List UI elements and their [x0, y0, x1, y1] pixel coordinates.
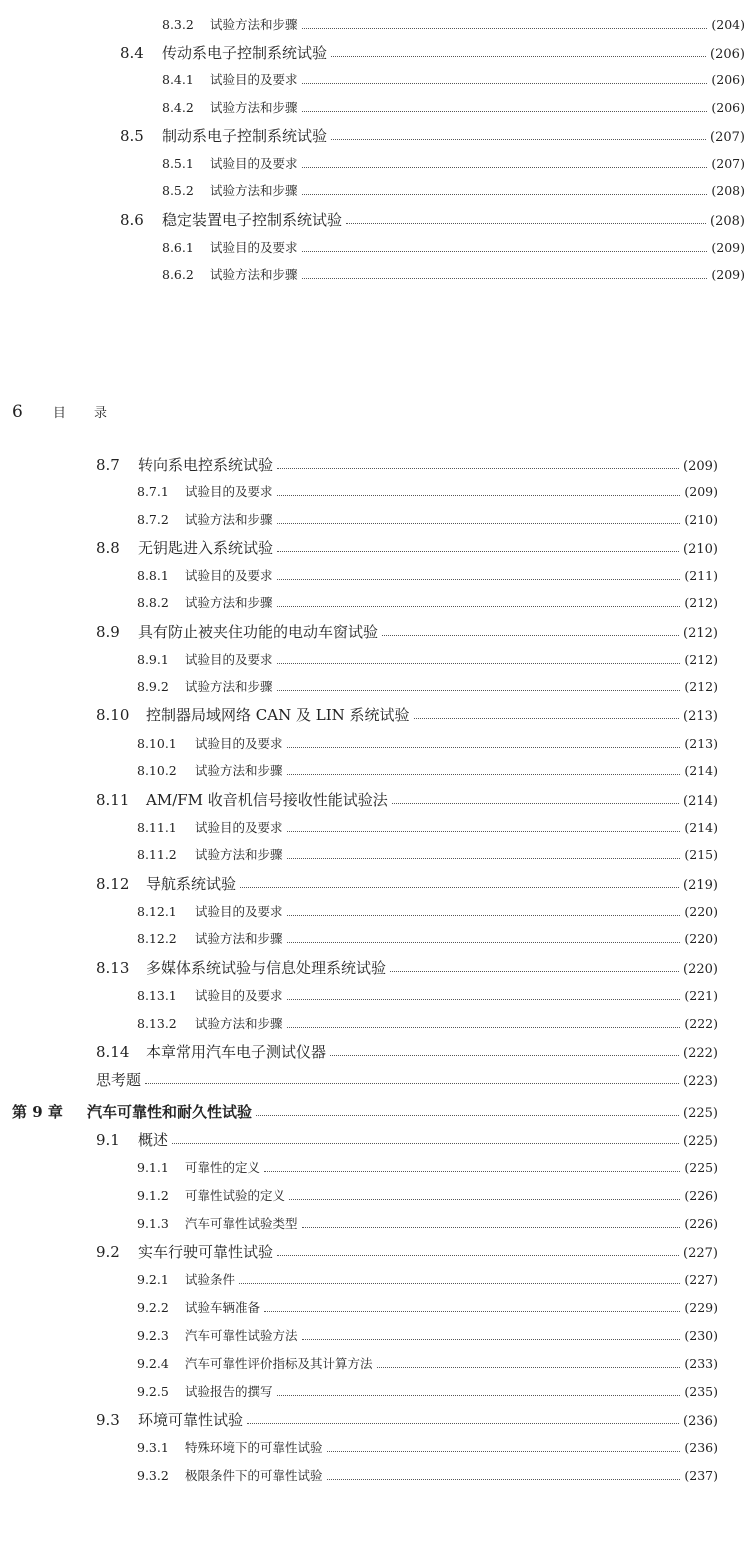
entry-title: 汽车可靠性评价指标及其计算方法 [185, 1356, 373, 1371]
section-entry[interactable] [96, 1409, 718, 1431]
entry-number: 9.2.2 [137, 1300, 169, 1315]
entry-title: 无钥匙进入系统试验 [138, 539, 274, 557]
entry-page-number: (206) [710, 47, 745, 62]
section-entry[interactable] [96, 621, 718, 643]
dot-leader [256, 1115, 679, 1116]
dot-leader [240, 887, 679, 888]
dot-leader [247, 1423, 679, 1424]
entry-page-number: (209) [711, 267, 745, 282]
entry-page-number: (236) [684, 1440, 718, 1455]
subsection-entry[interactable] [137, 1353, 718, 1375]
entry-number: 8.4.1 [162, 72, 194, 87]
entry-number: 8.12.2 [137, 931, 177, 946]
entry-title: 试验方法和步骤 [210, 183, 298, 198]
dot-leader [302, 167, 708, 168]
entry-number: 8.10 [96, 706, 130, 724]
dot-leader [390, 971, 679, 972]
dot-leader [277, 1255, 679, 1256]
dot-leader [277, 551, 679, 552]
dot-leader [327, 1479, 681, 1480]
subsection-entry[interactable] [137, 676, 718, 698]
entry-title: 试验报告的撰写 [185, 1384, 273, 1399]
subsection-entry[interactable] [162, 69, 745, 91]
entry-number: 8.13.1 [137, 988, 177, 1003]
entry-page-number: (213) [684, 736, 718, 751]
dot-leader [330, 1055, 679, 1056]
entry-page-number: (225) [683, 1134, 718, 1149]
entry-number: 9.1.3 [137, 1216, 169, 1231]
dot-leader [239, 1283, 680, 1284]
section-entry[interactable] [96, 1241, 718, 1263]
entry-number: 8.13 [96, 959, 130, 977]
entry-title: 控制器局域网络 CAN 及 LIN 系统试验 [146, 706, 410, 724]
entry-title: 试验方法和步骤 [195, 1016, 283, 1031]
subsection-entry[interactable] [137, 1013, 718, 1035]
subsection-entry[interactable] [137, 760, 718, 782]
entry-page-number: (225) [684, 1160, 718, 1175]
entry-number: 8.12 [96, 875, 130, 893]
dot-leader [414, 718, 680, 719]
entry-number: 8.5.1 [162, 156, 194, 171]
entry-title: 本章常用汽车电子测试仪器 [146, 1043, 327, 1061]
dot-leader [277, 663, 681, 664]
entry-title: 试验方法和步骤 [185, 595, 273, 610]
subsection-entry[interactable] [137, 1381, 718, 1403]
dot-leader [277, 495, 681, 496]
entry-number: 8.7.2 [137, 512, 169, 527]
entry-page-number: (220) [684, 931, 718, 946]
entry-title: 试验方法和步骤 [185, 679, 273, 694]
dot-leader [302, 1339, 681, 1340]
subsection-entry[interactable] [137, 985, 718, 1007]
entry-title: 环境可靠性试验 [138, 1411, 244, 1429]
entry-title: 试验车辆准备 [185, 1300, 261, 1315]
entry-number: 8.6 [120, 211, 144, 229]
section-entry[interactable] [96, 454, 718, 476]
entry-title: 可靠性的定义 [185, 1160, 261, 1175]
dot-leader [302, 278, 708, 279]
entry-page-number: (219) [683, 878, 718, 893]
dot-leader [145, 1083, 679, 1084]
subsection-entry[interactable] [137, 1157, 718, 1179]
dot-leader [277, 1395, 681, 1396]
subsection-entry[interactable] [137, 1297, 718, 1319]
entry-number: 8.7.1 [137, 484, 169, 499]
entry-title: 汽车可靠性试验类型 [185, 1216, 298, 1231]
entry-title: 试验目的及要求 [195, 904, 283, 919]
subsection-entry[interactable] [137, 1269, 718, 1291]
entry-title: 概述 [138, 1131, 169, 1149]
entry-title: 导航系统试验 [146, 875, 237, 893]
entry-title: 特殊环境下的可靠性试验 [185, 1440, 323, 1455]
entry-number: 8.6.1 [162, 240, 194, 255]
dot-leader [287, 1027, 681, 1028]
entry-page-number: (214) [683, 794, 718, 809]
entry-number: 9.3.1 [137, 1440, 169, 1455]
entry-number: 9.3.2 [137, 1468, 169, 1483]
dot-leader [302, 1227, 681, 1228]
subsection-entry[interactable] [137, 1213, 718, 1235]
dot-leader [264, 1311, 680, 1312]
section-entry[interactable] [96, 957, 718, 979]
entry-number: 8.5 [120, 127, 144, 145]
entry-title: 具有防止被夹住功能的电动车窗试验 [138, 623, 379, 641]
subsection-entry[interactable] [137, 649, 718, 671]
entry-page-number: (227) [683, 1246, 718, 1261]
entry-page-number: (212) [684, 595, 718, 610]
section-entry[interactable] [120, 42, 745, 64]
entry-title: 汽车可靠性试验方法 [185, 1328, 298, 1343]
entry-title: 汽车可靠性和耐久性试验 [87, 1103, 253, 1121]
dot-leader [331, 139, 706, 140]
dot-leader [172, 1143, 679, 1144]
section-entry[interactable] [96, 1069, 718, 1091]
section-entry[interactable] [96, 1129, 718, 1151]
dot-leader [287, 747, 681, 748]
entry-number: 8.9.1 [137, 652, 169, 667]
entry-page-number: (223) [683, 1074, 718, 1089]
entry-page-number: (225) [683, 1106, 718, 1121]
entry-page-number: (230) [684, 1328, 718, 1343]
entry-title: 试验目的及要求 [195, 820, 283, 835]
entry-page-number: (212) [684, 652, 718, 667]
entry-title: 传动系电子控制系统试验 [162, 44, 328, 62]
entry-page-number: (226) [684, 1188, 718, 1203]
dot-leader [302, 111, 708, 112]
entry-title: 试验条件 [185, 1272, 236, 1287]
entry-number: 9.3 [96, 1411, 120, 1429]
entry-page-number: (237) [684, 1468, 718, 1483]
subsection-entry[interactable] [137, 1325, 718, 1347]
entry-number: 9.2.5 [137, 1384, 169, 1399]
entry-number: 8.11 [96, 791, 130, 809]
subsection-entry[interactable] [137, 565, 718, 587]
entry-number: 8.4 [120, 44, 144, 62]
section-entry[interactable] [96, 537, 718, 559]
entry-number: 9.2.4 [137, 1356, 169, 1371]
dot-leader [302, 251, 708, 252]
dot-leader [287, 915, 681, 916]
subsection-entry[interactable] [137, 844, 718, 866]
entry-page-number: (212) [683, 626, 718, 641]
entry-number: 9.2 [96, 1243, 120, 1261]
entry-number: 8.6.2 [162, 267, 194, 282]
dot-leader [277, 606, 681, 607]
entry-number: 8.10.2 [137, 763, 177, 778]
entry-number: 8.4.2 [162, 100, 194, 115]
entry-title: 思考题 [96, 1071, 142, 1089]
subsection-entry[interactable] [137, 481, 718, 503]
dot-leader [377, 1367, 681, 1368]
entry-number: 8.9.2 [137, 679, 169, 694]
subsection-entry[interactable] [137, 928, 718, 950]
entry-title: 极限条件下的可靠性试验 [185, 1468, 323, 1483]
entry-page-number: (233) [684, 1356, 718, 1371]
entry-title: 可靠性试验的定义 [185, 1188, 286, 1203]
entry-title: 试验方法和步骤 [185, 512, 273, 527]
dot-leader [287, 858, 681, 859]
entry-title: 转向系电控系统试验 [138, 456, 274, 474]
entry-title: 试验方法和步骤 [195, 847, 283, 862]
entry-number: 第 9 章 [12, 1103, 63, 1121]
entry-title: 试验方法和步骤 [210, 267, 298, 282]
entry-page-number: (236) [683, 1414, 718, 1429]
subsection-entry[interactable] [162, 237, 745, 259]
entry-number: 9.2.1 [137, 1272, 169, 1287]
entry-page-number: (207) [710, 130, 745, 145]
entry-number: 9.1.1 [137, 1160, 169, 1175]
entry-page-number: (214) [684, 763, 718, 778]
entry-title: 制动系电子控制系统试验 [162, 127, 328, 145]
entry-number: 9.1.2 [137, 1188, 169, 1203]
subsection-entry[interactable] [137, 733, 718, 755]
dot-leader [346, 223, 706, 224]
dot-leader [287, 942, 681, 943]
dot-leader [277, 523, 681, 524]
entry-page-number: (209) [711, 240, 745, 255]
entry-page-number: (211) [684, 568, 718, 583]
dot-leader [277, 468, 679, 469]
entry-number: 8.3.2 [162, 17, 194, 32]
entry-number: 8.14 [96, 1043, 130, 1061]
dot-leader [302, 28, 708, 29]
entry-number: 9.2.3 [137, 1328, 169, 1343]
section-entry[interactable] [96, 789, 718, 811]
dot-leader [277, 690, 681, 691]
dot-leader [287, 831, 681, 832]
entry-page-number: (210) [683, 542, 718, 557]
page-header-title: 目 录 [52, 406, 119, 421]
entry-page-number: (222) [684, 1016, 718, 1031]
entry-page-number: (204) [711, 17, 745, 32]
section-entry[interactable] [120, 209, 745, 231]
dot-leader [264, 1171, 680, 1172]
section-entry[interactable] [96, 704, 718, 726]
entry-page-number: (209) [684, 484, 718, 499]
entry-page-number: (222) [683, 1046, 718, 1061]
entry-title: 试验方法和步骤 [195, 763, 283, 778]
entry-page-number: (226) [684, 1216, 718, 1231]
entry-title: 实车行驶可靠性试验 [138, 1243, 274, 1261]
dot-leader [382, 635, 679, 636]
entry-page-number: (214) [684, 820, 718, 835]
entry-number: 8.8.2 [137, 595, 169, 610]
entry-page-number: (212) [684, 679, 718, 694]
entry-page-number: (215) [684, 847, 718, 862]
subsection-entry[interactable] [137, 509, 718, 531]
entry-page-number: (229) [684, 1300, 718, 1315]
entry-page-number: (210) [684, 512, 718, 527]
entry-page-number: (206) [711, 100, 745, 115]
entry-page-number: (206) [711, 72, 745, 87]
subsection-entry[interactable] [137, 901, 718, 923]
entry-number: 8.11.2 [137, 847, 177, 862]
entry-title: 试验目的及要求 [185, 568, 273, 583]
entry-number: 9.1 [96, 1131, 120, 1149]
entry-number: 8.8.1 [137, 568, 169, 583]
entry-title: 试验方法和步骤 [210, 17, 298, 32]
section-entry[interactable] [120, 125, 745, 147]
entry-title: 试验目的及要求 [210, 72, 298, 87]
entry-number: 8.10.1 [137, 736, 177, 751]
entry-number: 8.11.1 [137, 820, 177, 835]
entry-title: 试验目的及要求 [210, 156, 298, 171]
subsection-entry[interactable] [162, 14, 745, 36]
entry-page-number: (220) [684, 904, 718, 919]
entry-title: 多媒体系统试验与信息处理系统试验 [146, 959, 387, 977]
subsection-entry[interactable] [137, 1465, 718, 1487]
entry-number: 8.7 [96, 456, 120, 474]
entry-page-number: (207) [711, 156, 745, 171]
entry-title: 试验目的及要求 [195, 988, 283, 1003]
entry-page-number: (221) [684, 988, 718, 1003]
entry-page-number: (213) [683, 709, 718, 724]
dot-leader [331, 56, 706, 57]
entry-page-number: (235) [684, 1384, 718, 1399]
entry-page-number: (220) [683, 962, 718, 977]
entry-number: 8.12.1 [137, 904, 177, 919]
subsection-entry[interactable] [162, 180, 745, 202]
entry-page-number: (208) [711, 183, 745, 198]
chapter-entry[interactable] [12, 1101, 718, 1123]
entry-page-number: (208) [710, 214, 745, 229]
entry-title: 试验方法和步骤 [210, 100, 298, 115]
subsection-entry[interactable] [162, 97, 745, 119]
dot-leader [287, 999, 681, 1000]
dot-leader [327, 1451, 681, 1452]
entry-title: 稳定装置电子控制系统试验 [162, 211, 343, 229]
entry-page-number: (209) [683, 459, 718, 474]
subsection-entry[interactable] [137, 592, 718, 614]
dot-leader [302, 83, 708, 84]
entry-title: 试验方法和步骤 [195, 931, 283, 946]
entry-title: 试验目的及要求 [210, 240, 298, 255]
entry-title: 试验目的及要求 [195, 736, 283, 751]
dot-leader [302, 194, 708, 195]
entry-number: 8.13.2 [137, 1016, 177, 1031]
subsection-entry[interactable] [162, 264, 745, 286]
section-entry[interactable] [96, 873, 718, 895]
subsection-entry[interactable] [137, 817, 718, 839]
entry-number: 8.9 [96, 623, 120, 641]
entry-title: AM/FM 收音机信号接收性能试验法 [146, 791, 388, 809]
entry-number: 8.5.2 [162, 183, 194, 198]
entry-page-number: (227) [684, 1272, 718, 1287]
entry-title: 试验目的及要求 [185, 484, 273, 499]
dot-leader [287, 774, 681, 775]
dot-leader [277, 579, 681, 580]
dot-leader [289, 1199, 680, 1200]
page-number: 6 [12, 402, 23, 422]
subsection-entry[interactable] [137, 1185, 718, 1207]
subsection-entry[interactable] [137, 1437, 718, 1459]
entry-title: 试验目的及要求 [185, 652, 273, 667]
section-entry[interactable] [96, 1041, 718, 1063]
dot-leader [392, 803, 679, 804]
subsection-entry[interactable] [162, 153, 745, 175]
page-header [12, 400, 119, 424]
entry-number: 8.8 [96, 539, 120, 557]
